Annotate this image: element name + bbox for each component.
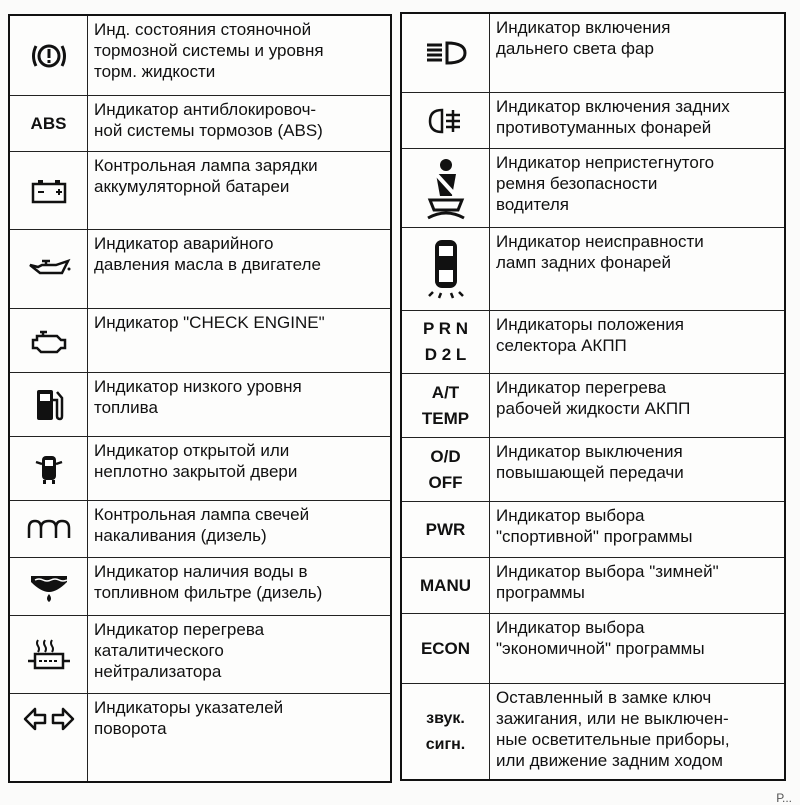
table-row bbox=[10, 500, 390, 557]
fuel-pump-icon bbox=[10, 373, 88, 436]
row-description: Индикатор выключения повышающей передачи bbox=[496, 442, 684, 482]
row-description: Индикатор выбора "зимней" программы bbox=[496, 562, 719, 602]
row-description: Индикаторы указателей поворота bbox=[94, 698, 284, 738]
row-description: Контрольная лампа свечей накаливания (дизель) bbox=[94, 505, 310, 545]
catalyst-temp-icon bbox=[10, 616, 88, 693]
row-description: Индикатор включения дальнего света фар bbox=[496, 18, 671, 58]
manu-label bbox=[402, 558, 490, 613]
row-description: Индикатор аварийного давления масла в двигателе bbox=[94, 234, 321, 274]
prnd-code: P R N D 2 L bbox=[422, 319, 469, 364]
at-temp-label bbox=[402, 374, 490, 437]
abs-label bbox=[10, 96, 88, 151]
table-row bbox=[402, 92, 784, 148]
od-off-label bbox=[402, 438, 490, 501]
row-description: Индикатор антиблокировоч- ной системы тормозов (ABS) bbox=[94, 100, 323, 140]
row-description: Индикатор непристегнутого ремня безопасности водителя bbox=[496, 153, 715, 214]
table-row bbox=[402, 373, 784, 437]
econ-code: ECON bbox=[420, 638, 471, 658]
row-description: Индикатор открытой или неплотно закрытой двери bbox=[94, 441, 298, 481]
left-indicator-table bbox=[8, 14, 392, 783]
table-row bbox=[402, 557, 784, 613]
rear-lamp-fault-icon bbox=[402, 228, 490, 310]
table-row bbox=[10, 557, 390, 615]
brake-warning-icon bbox=[10, 16, 88, 95]
page-footer-fragment: Р... bbox=[776, 791, 792, 805]
table-row bbox=[402, 148, 784, 227]
row-description: Индикатор выбора "спортивной" программы bbox=[496, 506, 693, 546]
table-row bbox=[402, 310, 784, 373]
row-description: Индикатор выбора "экономичной" программы bbox=[496, 618, 705, 658]
row-description: Индикатор наличия воды в топливном фильтре (дизель) bbox=[94, 562, 323, 602]
table-row bbox=[402, 501, 784, 557]
table-row bbox=[402, 683, 784, 779]
row-description: Индикатор перегрева каталитического нейтрализатора bbox=[94, 620, 265, 681]
table-row bbox=[10, 436, 390, 500]
buzzer-label bbox=[402, 684, 490, 779]
row-description: Индикаторы положения селектора АКПП bbox=[496, 315, 684, 355]
buzzer-code: звук. сигн. bbox=[425, 709, 466, 753]
rear-fog-icon bbox=[402, 93, 490, 148]
table-row bbox=[402, 227, 784, 310]
econ-label bbox=[402, 614, 490, 683]
table-row bbox=[402, 437, 784, 501]
battery-icon bbox=[10, 152, 88, 229]
seatbelt-icon bbox=[402, 149, 490, 227]
pwr-code: PWR bbox=[425, 519, 466, 539]
od-off-code: O/D OFF bbox=[428, 446, 463, 492]
oil-can-icon bbox=[10, 230, 88, 308]
table-row bbox=[10, 229, 390, 308]
table-row bbox=[10, 308, 390, 372]
engine-icon bbox=[10, 309, 88, 372]
table-row bbox=[10, 372, 390, 436]
row-description: Индикатор неисправности ламп задних фонарей bbox=[496, 232, 704, 272]
at-temp-code: A/T TEMP bbox=[421, 382, 470, 428]
high-beam-icon bbox=[402, 14, 490, 92]
table-row bbox=[10, 16, 390, 95]
row-description: Индикатор "CHECK ENGINE" bbox=[94, 313, 325, 332]
glow-plug-icon bbox=[10, 501, 88, 557]
table-row bbox=[10, 95, 390, 151]
prnd-label bbox=[402, 311, 490, 373]
turn-signal-icon bbox=[10, 694, 88, 781]
row-description: Оставленный в замке ключ зажигания, или не выключен- ные осветительные приборы, или движение задним ходом bbox=[496, 688, 730, 770]
row-description: Контрольная лампа зарядки аккумуляторной батареи bbox=[94, 156, 318, 196]
door-open-icon bbox=[10, 437, 88, 500]
water-in-fuel-icon bbox=[10, 558, 88, 615]
right-indicator-table bbox=[400, 12, 786, 781]
table-row bbox=[10, 151, 390, 229]
row-description: Индикатор перегрева рабочей жидкости АКПП bbox=[496, 378, 691, 418]
table-row bbox=[10, 693, 390, 781]
table-row bbox=[10, 615, 390, 693]
table-row bbox=[402, 613, 784, 683]
abs-code: ABS bbox=[30, 113, 67, 133]
table-row bbox=[402, 14, 784, 92]
manu-code: MANU bbox=[420, 575, 471, 595]
row-description: Индикатор включения задних противотуманных фонарей bbox=[496, 97, 730, 137]
row-description: Индикатор низкого уровня топлива bbox=[94, 377, 302, 417]
row-description: Инд. состояния стояночной тормозной системы и уровня торм. жидкости bbox=[94, 20, 324, 81]
pwr-label bbox=[402, 502, 490, 557]
